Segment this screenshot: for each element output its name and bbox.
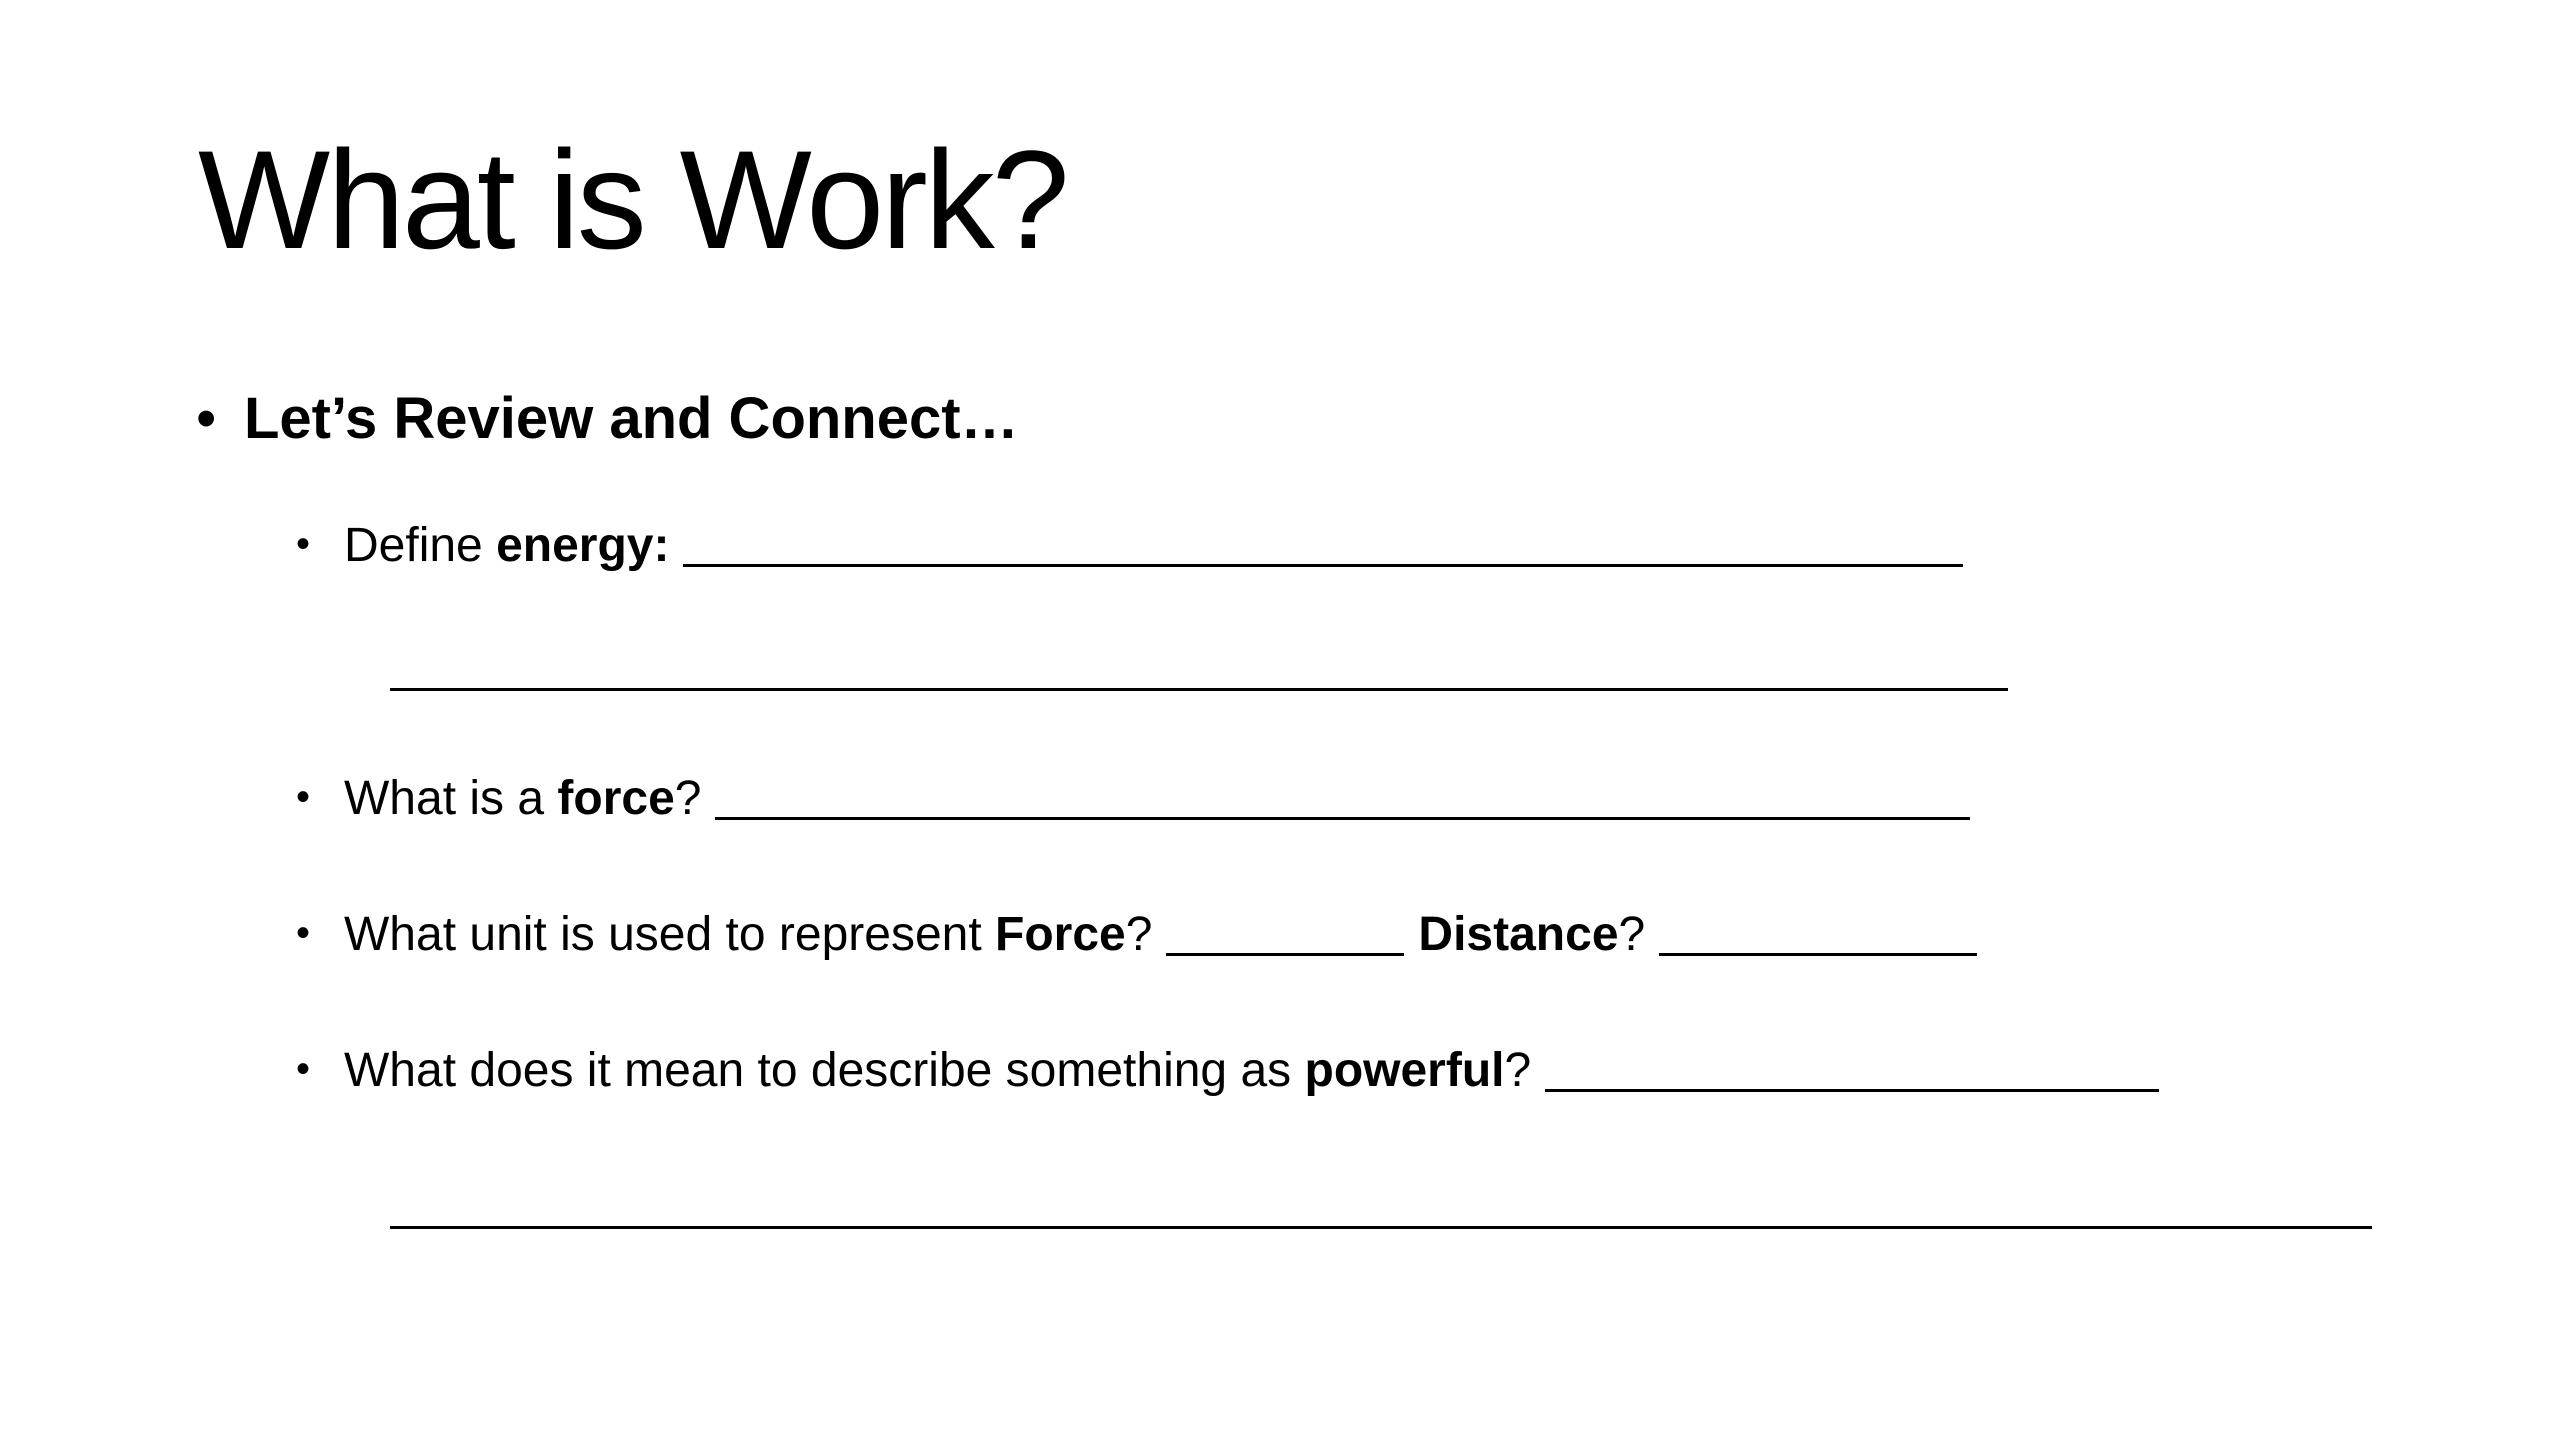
question-text: What unit is used to represent	[344, 908, 995, 961]
question-text: What is a	[344, 772, 558, 825]
question-text: Define	[344, 519, 497, 572]
distance-unit-blank[interactable]	[1659, 909, 1977, 956]
bullet-icon: •	[196, 386, 217, 451]
bullet-icon: •	[296, 911, 311, 955]
question-keyword-2: Distance	[1418, 908, 1619, 961]
question-mark: ?	[1618, 908, 1646, 961]
question-keyword: force	[557, 772, 675, 825]
question-mark: ?	[1125, 908, 1153, 961]
slide-title: What is Work?	[198, 121, 1067, 278]
question-powerful	[296, 1045, 2159, 1095]
question-mark: ?	[1504, 1044, 1532, 1097]
bullet-icon: •	[296, 1047, 311, 1091]
question-force	[296, 773, 1970, 823]
question-keyword: powerful	[1304, 1044, 1505, 1097]
section-bullet	[196, 386, 1019, 451]
answer-blank-continuation[interactable]	[390, 1226, 2372, 1229]
bullet-icon: •	[296, 522, 311, 566]
answer-blank[interactable]	[683, 520, 1963, 567]
answer-blank[interactable]	[1545, 1045, 2159, 1092]
section-heading: Let’s Review and Connect…	[244, 386, 1019, 451]
answer-blank[interactable]	[715, 773, 1970, 820]
question-mark: ?	[674, 772, 702, 825]
question-define-energy	[296, 520, 1963, 570]
question-keyword: Force	[995, 908, 1126, 961]
question-text: What does it mean to describe something as	[344, 1044, 1305, 1097]
force-unit-blank[interactable]	[1166, 909, 1404, 956]
question-keyword: energy:	[496, 519, 670, 572]
bullet-icon: •	[296, 775, 311, 819]
answer-blank-continuation[interactable]	[390, 688, 2008, 691]
question-units	[296, 909, 1977, 959]
